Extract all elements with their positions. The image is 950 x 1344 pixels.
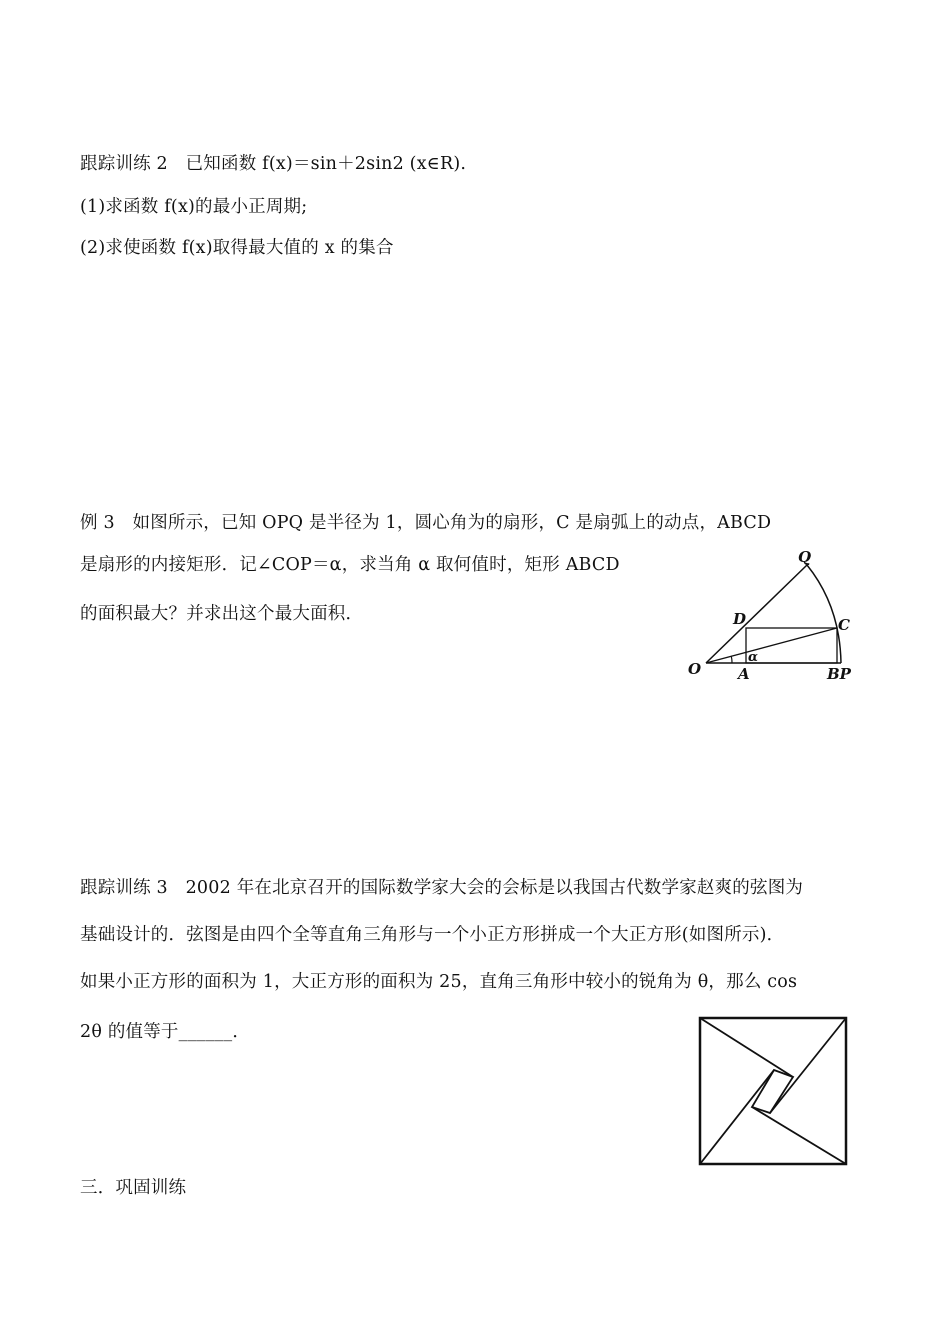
radius-oq [706,565,807,663]
arc-qp [807,565,841,663]
label-d: D [733,610,747,628]
label-alpha: α [748,650,759,665]
practice3-line3: 如果小正方形的面积为 1，大正方形的面积为 25，直角三角形中较小的锐角为 θ，那么 cos [80,972,798,992]
example3-line1: 例 3 如图所示，已知 OPQ 是半径为 1，圆心角为的扇形，C 是扇弧上的动点，ABCD [80,513,772,533]
outer-square [700,1018,846,1164]
practice3-line2: 基础设计的．弦图是由四个全等直角三角形与一个小正方形拼成一个大正方形(如图所示)． [80,925,785,945]
section3-heading: 三．巩固训练 [80,1178,187,1198]
segment-oc [706,628,837,663]
triangle-line-3 [752,1107,846,1164]
label-bp: BP [827,665,851,683]
label-q: Q [798,548,812,566]
example3-line3: 的面积最大？并求出这个最大面积． [80,604,364,624]
triangle-line-2 [770,1018,846,1113]
label-o: O [688,660,702,678]
rectangle-abcd [746,628,837,663]
angle-alpha-arc [731,656,732,663]
practice3-line4: 2θ 的值等于______． [80,1022,251,1042]
practice2-title: 跟踪训练 2 已知函数 f(x)＝sin＋2sin2 (x∈R). [80,154,467,174]
sector-figure [680,548,860,688]
label-c: C [838,616,850,634]
practice3-line1: 跟踪训练 3 2002 年在北京召开的国际数学家大会的会标是以我国古代数学家赵爽的弦图为 [80,878,804,898]
practice2-question2: (2)求使函数 f(x)取得最大值的 x 的集合 [80,238,394,258]
practice2-question1: (1)求函数 f(x)的最小正周期; [80,197,308,217]
triangle-line-1 [700,1018,793,1077]
example3-line2: 是扇形的内接矩形．记∠COP＝α，求当角 α 取何值时，矩形 ABCD [80,555,620,575]
string-diagram [696,1014,850,1168]
label-a: A [738,665,750,683]
triangle-line-4 [700,1070,774,1164]
